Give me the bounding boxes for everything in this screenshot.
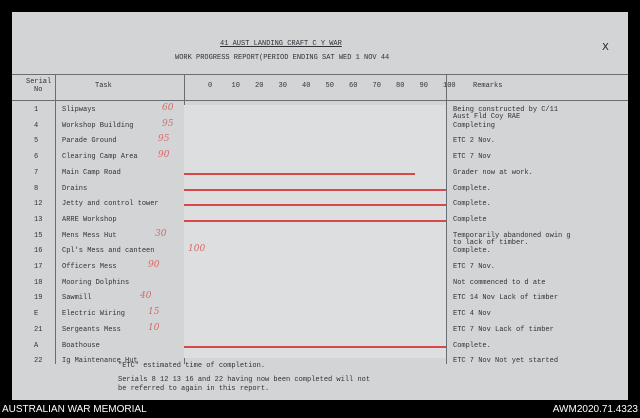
row-task: Cpl's Mess and canteen [62, 247, 155, 256]
row-serial: 17 [34, 263, 43, 271]
row-remarks: Temporarily abandoned owin g [453, 231, 571, 240]
row-serial: 22 [34, 357, 43, 366]
document-page [12, 12, 628, 400]
row-remarks: Complete. [453, 184, 491, 193]
handwritten-percent: 95 [162, 118, 174, 129]
row-remarks: ETC 4 Nov [453, 310, 491, 319]
row-task: Electric Wiring [62, 310, 126, 319]
footer-accession: AWM2020.71.4323 [552, 404, 638, 415]
header-bottom-rule [12, 100, 628, 101]
row-serial: 4 [34, 121, 39, 130]
row-remarks: ETC 7 Nov. [453, 263, 496, 271]
row-task: Officers Mess [62, 263, 117, 271]
row-remarks: ETC 7 Nov Not yet started [453, 357, 559, 366]
row-serial: 15 [34, 231, 43, 240]
document-title: 41 AUST LANDING CRAFT C Y WAR [220, 40, 342, 48]
note-serials: Serials 8 12 13 16 and 22 having now been completed will not [118, 376, 371, 384]
scale-tick-label: 70 [372, 82, 381, 90]
scale-tick-label: 40 [302, 82, 311, 90]
note-etc: "ETC" estimated time of completion. [118, 362, 266, 370]
progress-bar [184, 204, 446, 206]
row-task: Slipways [62, 106, 96, 114]
row-task: Main Camp Road [62, 168, 121, 177]
row-task: Ig Maintenance Hut [62, 357, 138, 366]
col-rule-remarks [446, 74, 447, 364]
row-remarks: ETC 7 Nov Lack of timber [453, 325, 554, 334]
scale-tick-label: 80 [396, 82, 405, 90]
row-remarks-line2: to lack of timber. [453, 238, 529, 247]
row-remarks: Complete. [453, 247, 491, 256]
handwritten-percent: 40 [140, 291, 152, 302]
scale-tick-label: 10 [231, 82, 240, 90]
handwritten-percent: 30 [155, 228, 167, 239]
row-task: Boathouse [62, 341, 100, 350]
row-serial: 12 [34, 200, 43, 209]
scale-tick-label: 90 [419, 82, 428, 90]
handwritten-percent: 95 [158, 134, 170, 145]
row-serial: 21 [34, 325, 43, 334]
scale-tick-label: 0 [208, 82, 213, 90]
row-serial: 7 [34, 168, 39, 177]
scale-tick-label: 20 [255, 82, 264, 90]
note-serials-cont: be referred to again in this report. [118, 385, 270, 393]
row-task: Clearing Camp Area [62, 153, 138, 162]
row-remarks: ETC 7 Nov [453, 153, 491, 162]
row-remarks: Complete. [453, 341, 491, 350]
row-serial: 8 [34, 184, 39, 193]
row-serial: 5 [34, 137, 39, 146]
header-remarks: Remarks [473, 82, 503, 90]
handwritten-percent: 60 [162, 103, 174, 113]
row-remarks: Completing [453, 121, 496, 130]
row-serial: 19 [34, 294, 43, 303]
progress-bar [184, 220, 446, 222]
row-serial: 13 [34, 215, 43, 224]
row-task: Drains [62, 184, 88, 193]
row-serial: 1 [34, 106, 39, 114]
col-rule-serial [55, 74, 56, 364]
handwritten-percent: 90 [158, 150, 170, 161]
scale-tick-label: 50 [325, 82, 334, 90]
row-task: Sawmill [62, 294, 92, 303]
row-serial: 18 [34, 278, 43, 287]
header-task: Task [95, 82, 112, 90]
row-serial: 16 [34, 247, 43, 256]
archive-footer [0, 400, 640, 418]
row-serial: A [34, 341, 39, 350]
row-task: Parade Ground [62, 137, 117, 146]
row-remarks-line2: Aust Fld Coy RAE [453, 113, 521, 121]
row-task: Mens Mess Hut [62, 231, 117, 240]
row-task: ARRE Workshop [62, 215, 117, 224]
handwritten-percent: 90 [148, 260, 160, 270]
corner-mark: X [602, 42, 609, 53]
scale-tick-label: 30 [278, 82, 287, 90]
handwritten-percent: 10 [148, 322, 160, 333]
row-task: Workshop Building [62, 121, 134, 130]
row-remarks: Grader now at work. [453, 168, 533, 177]
header-top-rule [12, 74, 628, 75]
row-remarks: ETC 2 Nov. [453, 137, 496, 146]
row-task: Jetty and control tower [62, 200, 159, 209]
progress-bar [184, 173, 415, 175]
scale-tick-label: 100 [443, 82, 456, 90]
row-remarks: Complete [453, 215, 487, 224]
header-no: No [34, 86, 43, 94]
header-serial: Serial [26, 78, 52, 86]
row-serial: E [34, 310, 39, 319]
handwritten-percent: 15 [148, 307, 160, 318]
progress-bar [184, 189, 446, 191]
progress-grid [184, 105, 446, 358]
row-serial: 6 [34, 153, 39, 162]
progress-bar [184, 346, 446, 348]
scale-tick-label: 60 [349, 82, 358, 90]
row-remarks: ETC 14 Nov Lack of timber [453, 294, 559, 303]
handwritten-percent: 100 [188, 244, 206, 255]
row-remarks: Not commenced to d ate [453, 278, 546, 287]
row-remarks: Being constructed by C/11 [453, 106, 559, 114]
footer-institution: AUSTRALIAN WAR MEMORIAL [2, 404, 147, 415]
row-task: Sergeants Mess [62, 325, 121, 334]
document-subtitle: WORK PROGRESS REPORT(PERIOD ENDING SAT WED 1 NOV 44 [175, 54, 390, 62]
row-remarks: Complete. [453, 200, 491, 209]
row-task: Mooring Dolphins [62, 278, 130, 287]
